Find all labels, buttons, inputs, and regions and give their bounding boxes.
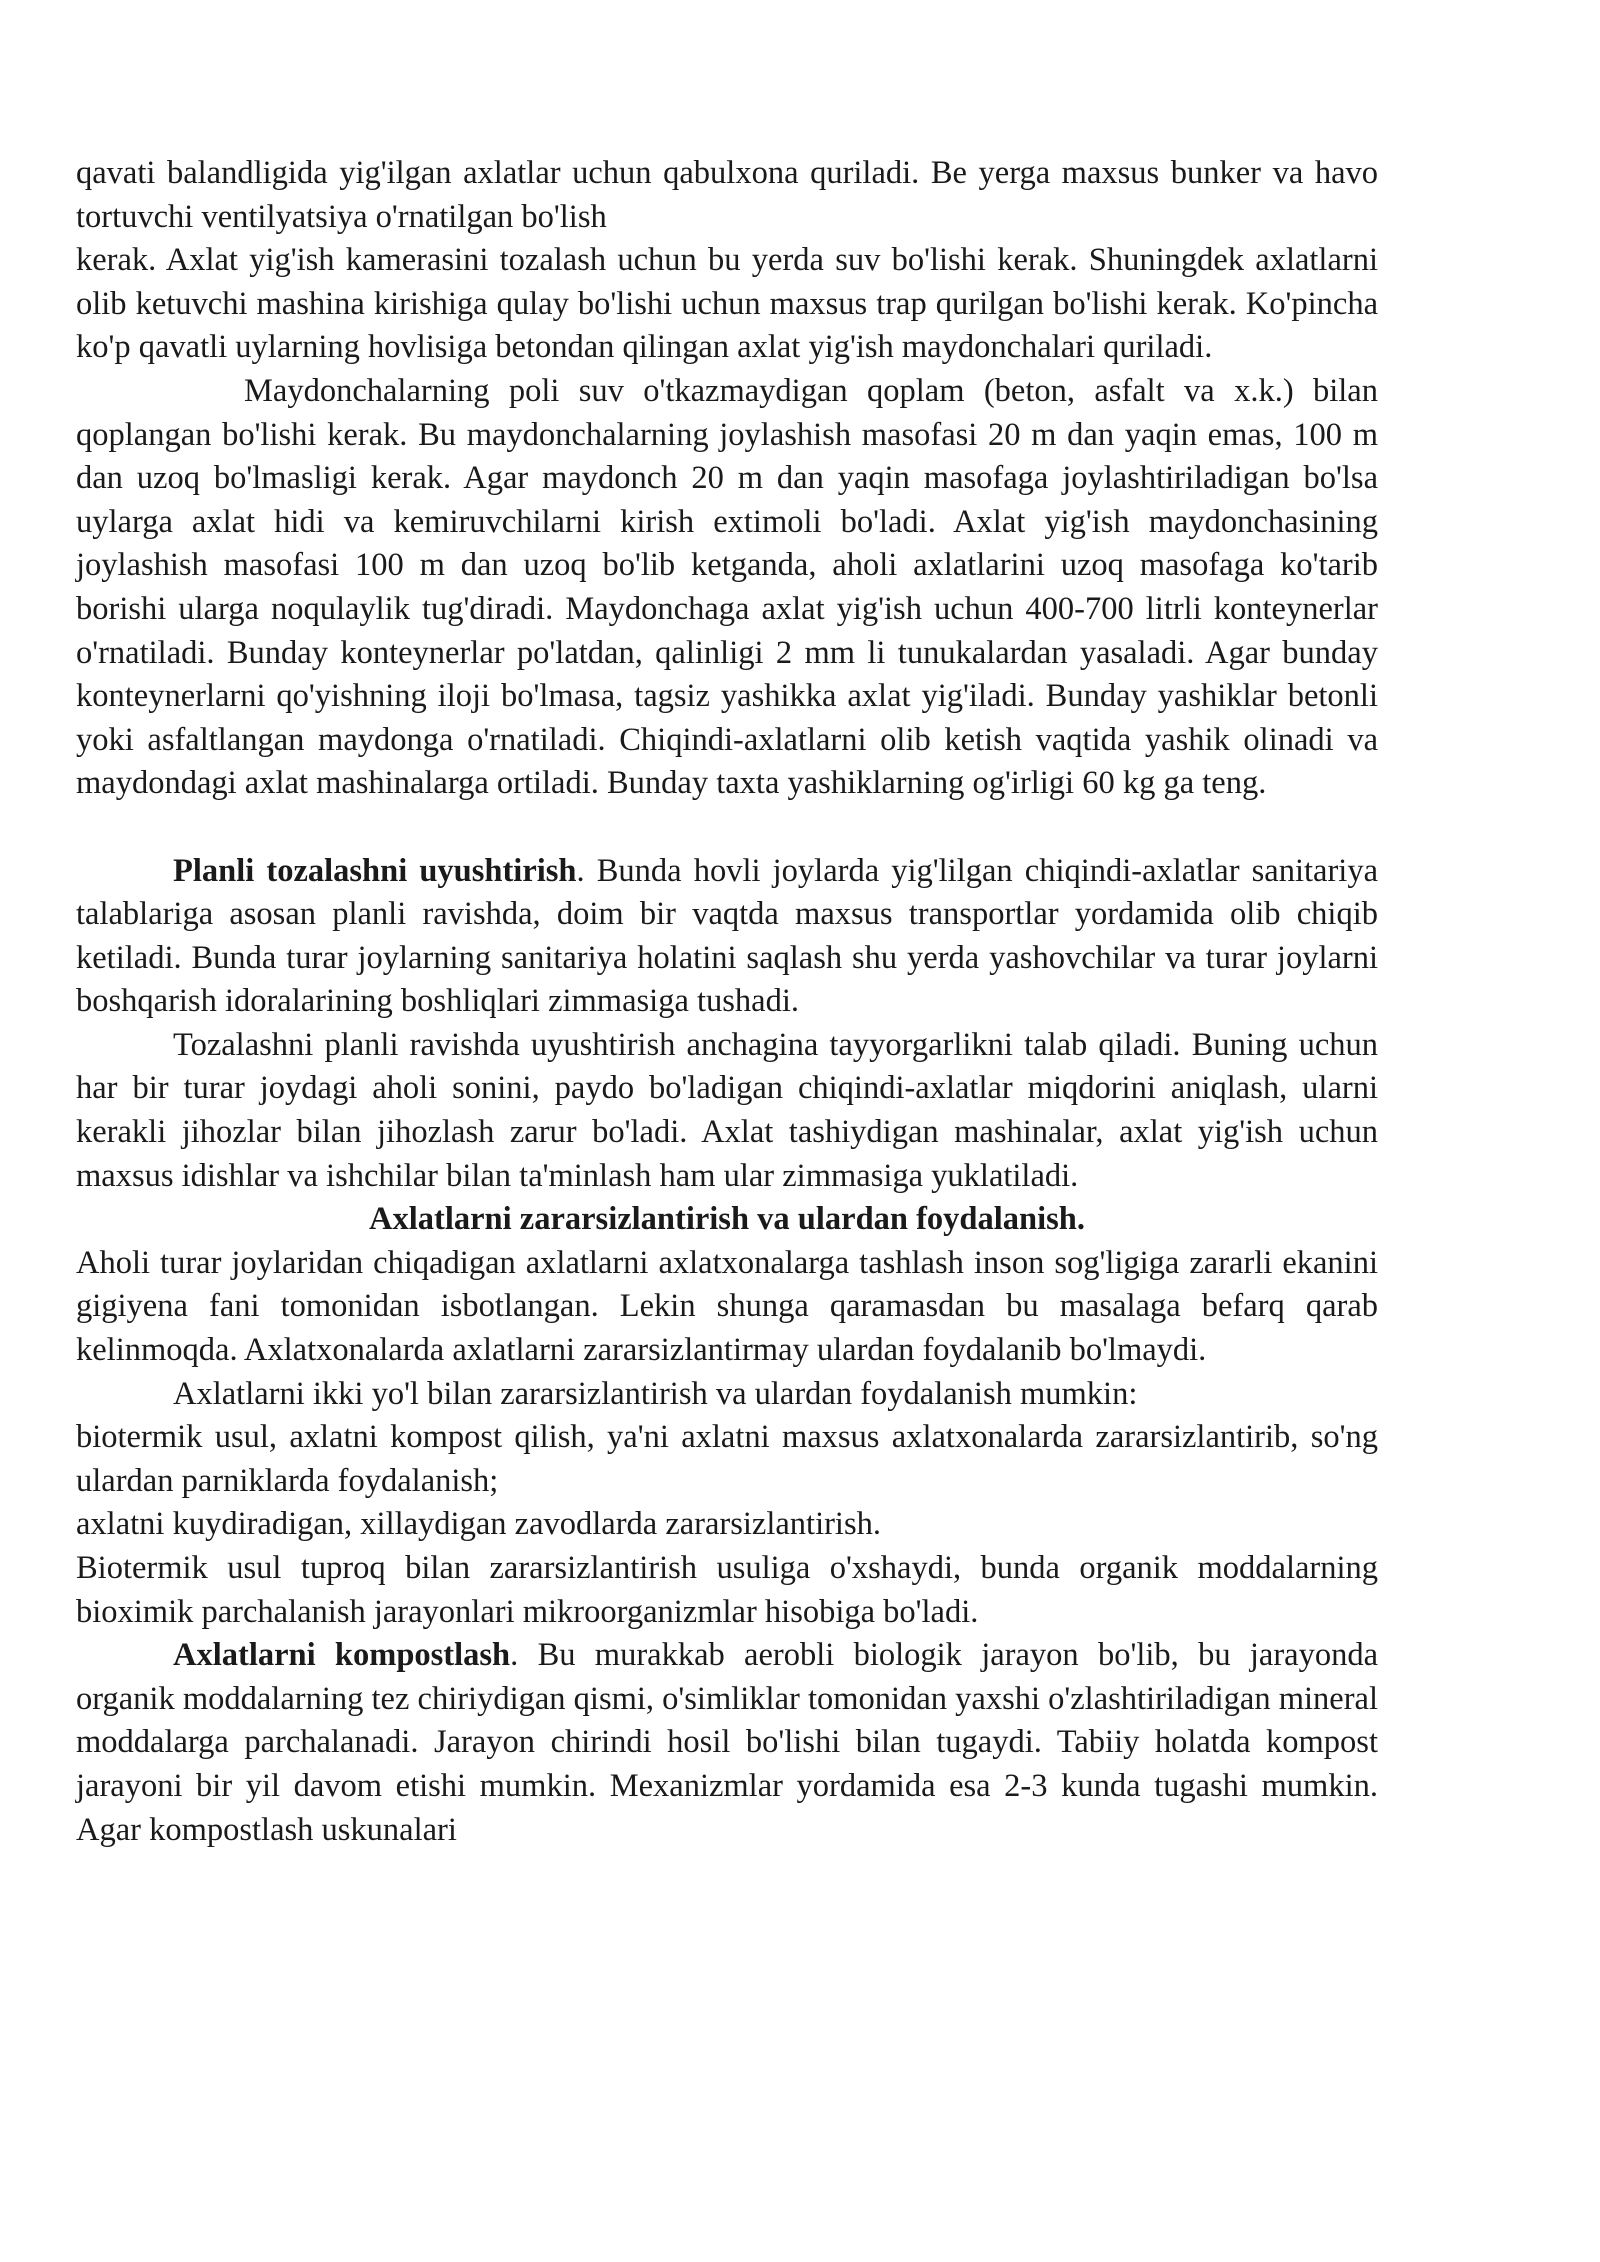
paragraph-7: biotermik usul, axlatni kompost qilish, ya'ni axlatni maxsus axlatxonalarda zararsizlantirib, so'ng ulardan parniklarda foydalanish; (76, 1419, 1378, 1499)
paragraph-1a: qavati balandligida yig'ilgan axlatlar uchun qabulxona quriladi. Be yerga maxsus bunker va havo tortuvchi ventilyatsiya o'rnatilgan bo'lish (76, 155, 1378, 235)
paragraph-5: Aholi turar joylaridan chiqadigan axlatlarni axlatxonalarga tashlash inson sog'ligiga zararli ekanini gigiyena fani tomonidan isbotlangan. Lekin shunga qaramasdan bu masalaga befarq qarab kelinmoqda. Axlatxonalarda axlatlarni zararsizlantirmay ulardan foydalanib bo'lmaydi. (76, 1244, 1378, 1369)
paragraph-8: axlatni kuydiradigan, xillaydigan zavodlarda zararsizlantirish. (76, 1506, 881, 1543)
section-heading: Axlatlarni zararsizlantirish va ulardan foydalanish. (369, 1201, 1085, 1238)
paragraph-1b: kerak. Axlat yig'ish kamerasini tozalash uchun bu yerda suv bo'lishi kerak. Shuningdek axlatlarni olib ketuvchi mashina kirishiga qulay bo'lishi uchun maxsus trap qurilgan bo'lishi kerak. Ko'pincha ko'p qavatli uylarning hovlisiga betondan qilingan axlat yig'ish maydonchalari quriladi. (76, 242, 1378, 366)
paragraph-4: Tozalashni planli ravishda uyushtirish anchagina tayyorgarlikni talab qiladi. Buning uchun har bir turar joydagi aholi sonini, paydo bo'ladigan chiqindi-axlatlar miqdorini aniqlash, ularni kerakli jihozlar bilan jihozlash zarur bo'ladi. Axlat tashiydigan mashinalar, axlat yig'ish uchun maxsus idishlar va ishchilar bilan ta'minlash ham ular zimmasiga yuklatiladi. (76, 1026, 1378, 1194)
paragraph-3 (76, 850, 1378, 1024)
paragraph-10 (76, 1634, 1378, 1852)
paragraph-6: Axlatlarni ikki yo'l bilan zararsizlantirish va ulardan foydalanish mumkin: (173, 1375, 1138, 1412)
document-body (76, 152, 1378, 1852)
paragraph-3-text: . Bunda hovli joylarda yig'lilgan chiqindi-axlatlar sanitariya talablariga asosan planli ravishda, doim bir vaqtda maxsus transportlar yordamida olib chiqib ketiladi. Bunda turar joylarning sanitariya holatini saqlash shu yerda yashovchilar va turar joylarni boshqarish idoralarining boshliqlari zimmasiga tushadi. (76, 852, 1378, 1020)
paragraph-9: Biotermik usul tuproq bilan zararsizlantirish usuliga o'xshaydi, bunda organik moddalarning bioximik parchalanish jarayonlari mikroorganizmlar hisobiga bo'ladi. (76, 1550, 1378, 1630)
paragraph-2: Maydonchalarning poli suv o'tkazmaydigan qoplam (beton, asfalt va x.k.) bilan qoplangan bo'lishi kerak. Bu maydonchalarning joylashish masofasi 20 m dan yaqin emas, 100 m dan uzoq bo'lmasligi kerak. Agar maydonch 20 m dan yaqin masofaga joylashtiriladigan bo'lsa uylarga axlat hidi va kemiruvchilarni kirish extimoli bo'ladi. Axlat yig'ish maydonchasining joylashish masofasi 100 m dan uzoq bo'lib ketganda, aholi axlatlarini uzoq masofaga ko'tarib borishi ularga noqulaylik tug'diradi. Maydonchaga axlat yig'ish uchun 400-700 litrli konteynerlar o'rnatiladi. Bunday konteynerlar po'latdan, qalinligi 2 mm li tunukalardan yasaladi. Agar bunday konteynerlarni qo'yishning iloji bo'lmasa, tagsiz yashikka axlat yig'iladi. Bunday yashiklar betonli yoki asfaltlangan maydonga o'rnatiladi. Chiqindi-axlatlarni olib ketish vaqtida yashik olinadi va maydondagi axlat mashinalarga ortiladi. Bunday taxta yashiklarning og'irligi 60 kg ga teng. (76, 372, 1378, 802)
paragraph-10-text: . Bu murakkab aerobli biologik jarayon bo'lib, bu jarayonda organik moddalarning tez chiriydigan qismi, o'simliklar tomonidan yaxshi o'zlashtiriladigan mineral moddalarga parchalanadi. Jarayon chirindi hosil bo'lishi bilan tugaydi. Tabiiy holatda kompost jarayoni bir yil davom etishi mumkin. Mexanizmlar yordamida esa 2-3 kunda tugashi mumkin. Agar kompostlash uskunalari (76, 1637, 1379, 1848)
paragraph-gap (76, 806, 1378, 850)
section-title-kompostlash: Axlatlarni kompostlash (173, 1637, 511, 1674)
section-title-planli-tozalash: Planli tozalashni uyushtirish (173, 852, 577, 889)
